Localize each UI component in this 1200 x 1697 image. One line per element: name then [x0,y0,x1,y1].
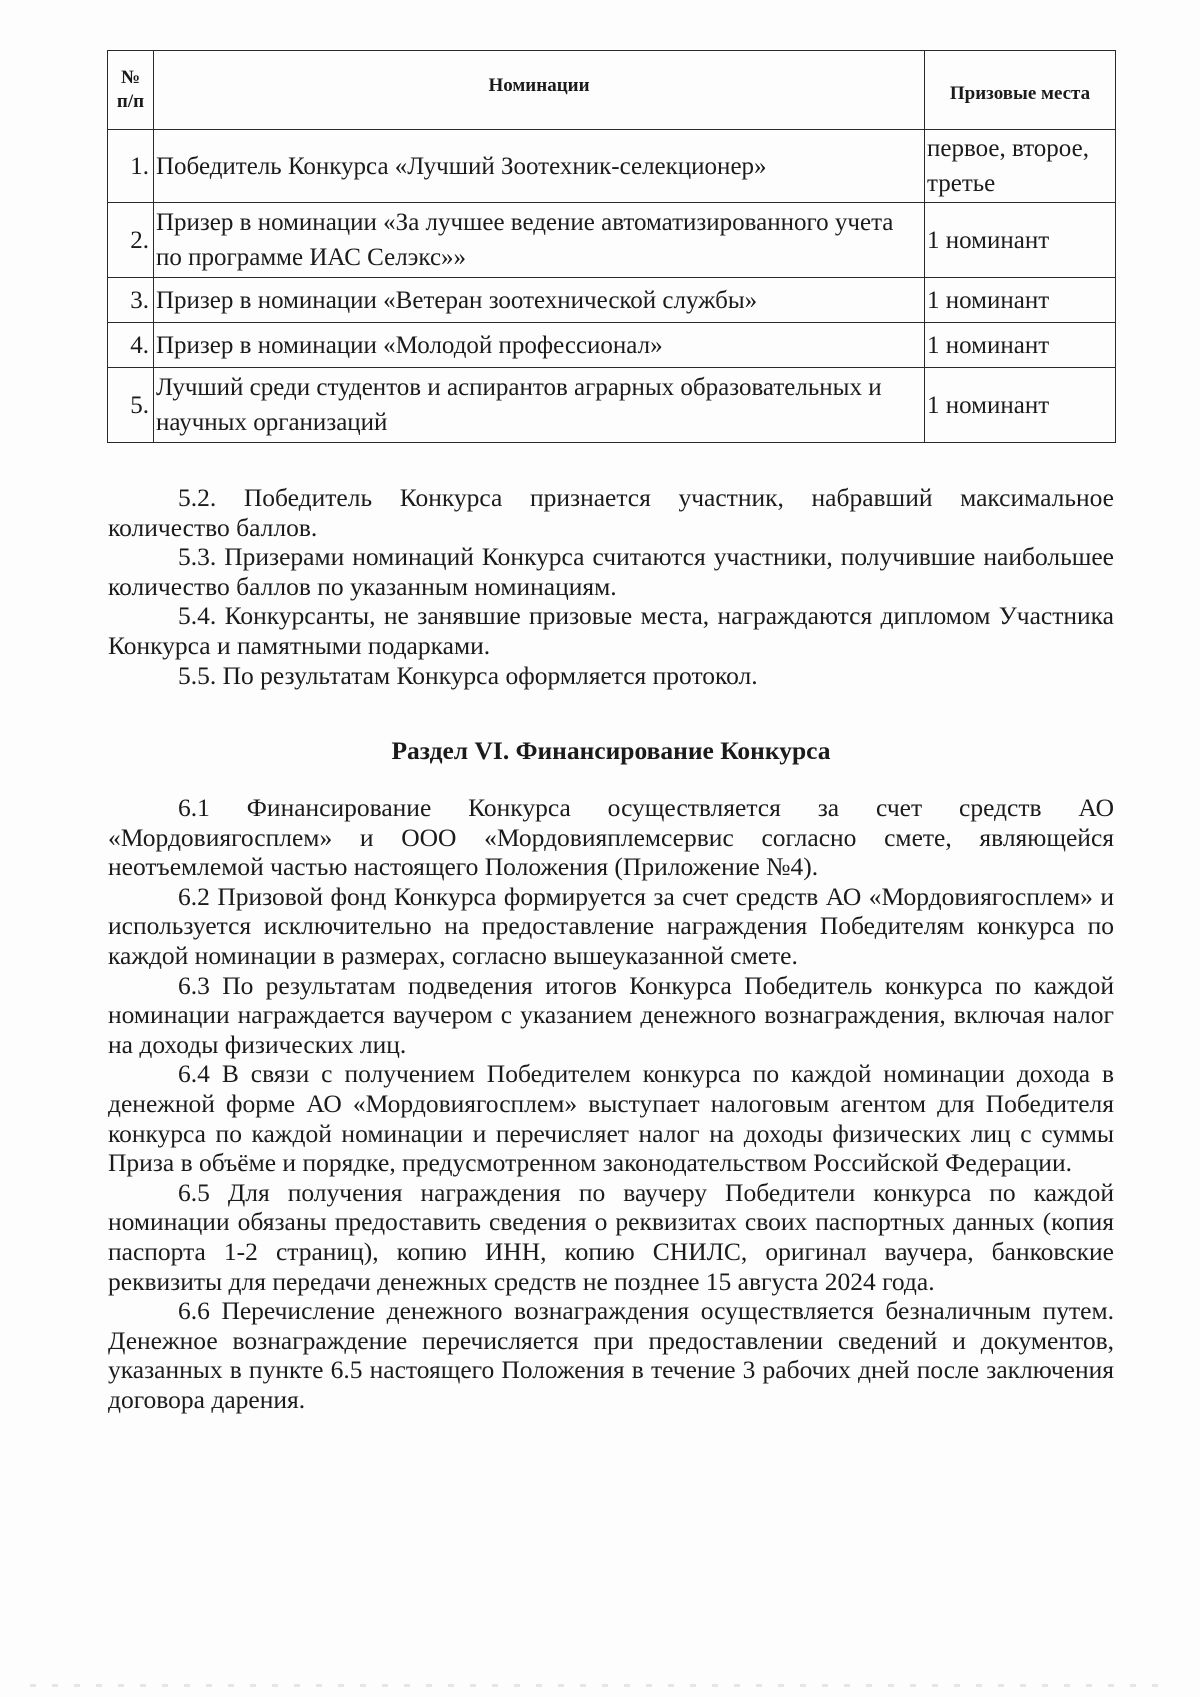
row-nomination: Победитель Конкурса «Лучший Зоотехник-селекционер» [154,130,925,203]
row-number: 4. [108,323,154,368]
row-prize: первое, второе, третье [925,130,1116,203]
paragraph-6-2: 6.2 Призовой фонд Конкурса формируется за счет средств АО «Мордовиягосплем» и используется исключительно на предоставление награждения Победителям конкурса по каждой номинации в размерах, согласно вышеуказанной смете. [108,881,1114,970]
header-number [108,51,154,130]
header-nominations: Номинации [154,51,925,130]
section-5-paragraphs [108,483,1114,690]
row-nomination: Призер в номинации «За лучшее ведение автоматизированного учета по программе ИАС Селэкс»» [154,203,925,278]
paragraph-6-4: 6.4 В связи с получением Победителем конкурса по каждой номинации дохода в денежной форме АО «Мордовиягосплем» выступает налоговым агентом для Победителя конкурса по каждой номинации и перечисляет налог на доходы физических лиц с суммы Приза в объёме и порядке, предусмотренном законодательством Российской Федерации. [108,1059,1114,1178]
row-nomination: Призер в номинации «Ветеран зоотехнической службы» [154,278,925,323]
table-row [108,278,1116,323]
row-prize: 1 номинант [925,368,1116,443]
table-header-row [108,51,1116,130]
row-number: 3. [108,278,154,323]
table-row [108,130,1116,203]
header-number-symbol: № [120,67,141,88]
row-nomination: Призер в номинации «Молодой профессионал» [154,323,925,368]
row-number: 1. [108,130,154,203]
row-number: 5. [108,368,154,443]
paragraph-5-4: 5.4. Конкурсанты, не занявшие призовые места, награждаются дипломом Участника Конкурса и памятными подарками. [108,601,1114,660]
nominations-table [107,50,1116,443]
paragraph-6-5: 6.5 Для получения награждения по ваучеру Победители конкурса по каждой номинации обязаны предоставить сведения о реквизитах своих паспортных данных (копия паспорта 1-2 страниц), копию ИНН, копию СНИЛС, оригинал ваучера, банковские реквизиты для передачи денежных средств не позднее 15 августа 2024 года. [108,1177,1114,1296]
scan-artifact [30,1684,1170,1687]
row-prize: 1 номинант [925,278,1116,323]
header-prizes: Призовые места [925,51,1116,130]
section-6-heading: Раздел VI. Финансирование Конкурса [391,736,831,765]
paragraph-6-1: 6.1 Финансирование Конкурса осуществляется за счет средств АО «Мордовиягосплем» и ООО «Мордовияплемсервис согласно смете, являющейся неотъемлемой частью настоящего Положения (Приложение №4). [108,793,1114,882]
paragraph-5-3: 5.3. Призерами номинаций Конкурса считаются участники, получившие наибольшее количество баллов по указанным номинациям. [108,542,1114,601]
table-row [108,323,1116,368]
paragraph-6-6: 6.6 Перечисление денежного вознаграждения осуществляется безналичным путем. Денежное вознаграждение перечисляется при предоставлении сведений и документов, указанных в пункте 6.5 настоящего Положения в течение 3 рабочих дней после заключения договора дарения. [108,1296,1114,1414]
paragraph-5-2: 5.2. Победитель Конкурса признается участник, набравший максимальное количество баллов. [108,483,1114,542]
paragraph-5-5: 5.5. По результатам Конкурса оформляется протокол. [178,660,758,690]
table-row [108,368,1116,443]
row-number: 2. [108,203,154,278]
header-number-abbr: п/п [116,91,145,112]
row-prize: 1 номинант [925,323,1116,368]
table-row [108,203,1116,278]
row-nomination: Лучший среди студентов и аспирантов аграрных образовательных и научных организаций [154,368,925,443]
paragraph-6-3: 6.3 По результатам подведения итогов Конкурса Победитель конкурса по каждой номинации награждается ваучером с указанием денежного вознаграждения, включая налог на доходы физических лиц. [108,970,1114,1059]
row-prize: 1 номинант [925,203,1116,278]
section-6-paragraphs [108,793,1114,1414]
